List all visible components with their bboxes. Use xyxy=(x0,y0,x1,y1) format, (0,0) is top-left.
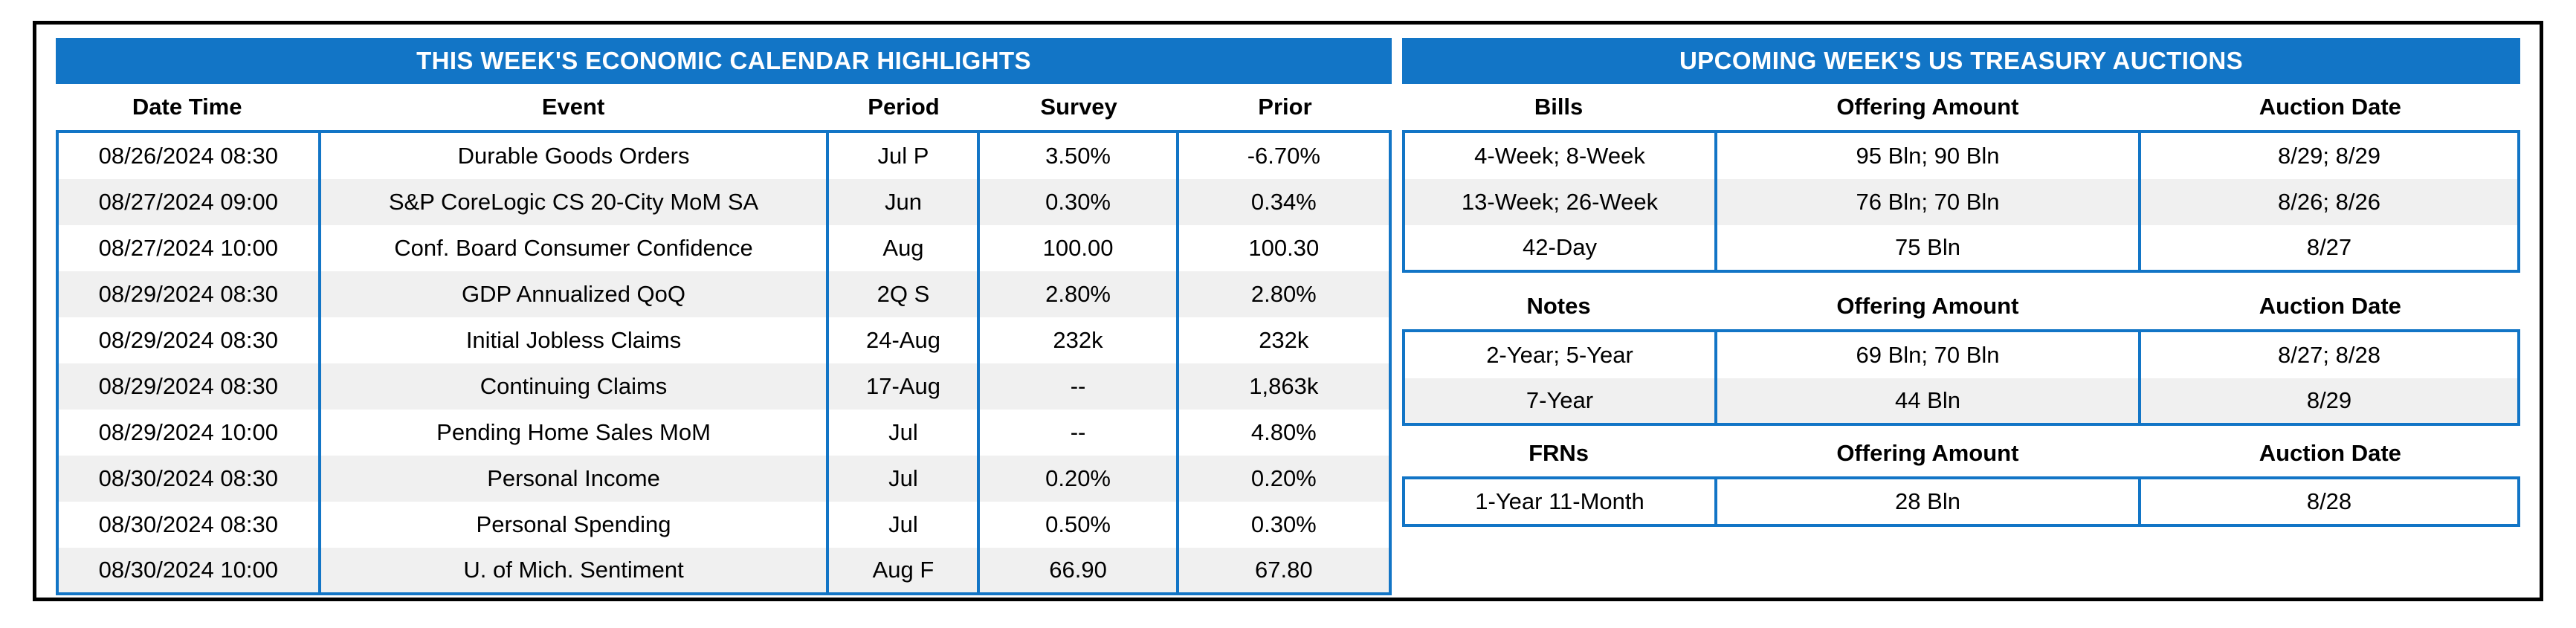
cell-security: 7-Year xyxy=(1404,378,1716,424)
bills-header-table xyxy=(1402,84,2520,133)
column-header-offering-amount: Offering Amount xyxy=(1715,430,2140,478)
table-row xyxy=(1404,378,2519,424)
frns-table xyxy=(1402,479,2520,527)
cell-event: Personal Income xyxy=(320,456,828,502)
cell-event: S&P CoreLogic CS 20-City MoM SA xyxy=(320,179,828,225)
cell-prior: 232k xyxy=(1259,327,1309,353)
cell-offering-amount: 69 Bln; 70 Bln xyxy=(1716,332,2140,378)
cell-auction-date: 8/29; 8/29 xyxy=(2278,143,2380,169)
cell-date-time: 08/30/2024 10:00 xyxy=(57,548,320,594)
cell-event: Durable Goods Orders xyxy=(320,133,828,179)
column-header-frns: FRNs xyxy=(1402,430,1715,478)
table-row xyxy=(1404,225,2519,271)
cell-survey: 232k xyxy=(978,317,1177,363)
cell-offering-amount: 28 Bln xyxy=(1716,479,2140,525)
cell-period: 17-Aug xyxy=(827,363,978,410)
cell-offering-amount: 95 Bln; 90 Bln xyxy=(1716,133,2140,179)
column-header-auction-date: Auction Date xyxy=(2140,430,2520,478)
cell-prior: 100.30 xyxy=(1248,235,1320,261)
cell-survey: 0.20% xyxy=(978,456,1177,502)
notes-table xyxy=(1402,332,2520,426)
economic-calendar-banner: THIS WEEK'S ECONOMIC CALENDAR HIGHLIGHTS xyxy=(56,38,1392,84)
table-header-row xyxy=(56,84,1392,132)
cell-prior: 4.80% xyxy=(1250,419,1317,445)
column-header-offering-amount: Offering Amount xyxy=(1715,283,2140,331)
block-divider xyxy=(1402,273,2520,283)
cell-prior: 0.34% xyxy=(1250,189,1317,215)
cell-period: Jul xyxy=(827,410,978,456)
cell-date-time: 08/30/2024 08:30 xyxy=(57,502,320,548)
column-header-period: Period xyxy=(828,84,979,132)
frns-header-table xyxy=(1402,430,2520,479)
cell-date-time: 08/26/2024 08:30 xyxy=(57,133,320,179)
cell-period: Aug F xyxy=(827,548,978,594)
column-header-date-time: Date Time xyxy=(56,84,318,132)
table-header-row xyxy=(1402,430,2520,478)
content-frame xyxy=(33,21,2543,601)
cell-event: Personal Spending xyxy=(320,502,828,548)
bills-table xyxy=(1402,133,2520,273)
cell-prior: 67.80 xyxy=(1255,557,1313,583)
cell-survey: 0.50% xyxy=(978,502,1177,548)
cell-prior: 0.30% xyxy=(1250,511,1317,537)
table-row xyxy=(57,317,1390,363)
notes-header-table xyxy=(1402,283,2520,332)
cell-offering-amount: 44 Bln xyxy=(1716,378,2140,424)
cell-date-time: 08/27/2024 09:00 xyxy=(57,179,320,225)
column-header-auction-date: Auction Date xyxy=(2140,84,2520,132)
cell-date-time: 08/29/2024 08:30 xyxy=(57,317,320,363)
cell-event: Initial Jobless Claims xyxy=(320,317,828,363)
cell-offering-amount: 76 Bln; 70 Bln xyxy=(1716,179,2140,225)
table-row xyxy=(57,548,1390,594)
cell-security: 1-Year 11-Month xyxy=(1404,479,1716,525)
cell-auction-date: 8/28 xyxy=(2306,488,2352,514)
cell-date-time: 08/29/2024 08:30 xyxy=(57,271,320,317)
economic-calendar-header-table xyxy=(56,84,1392,133)
table-row xyxy=(1404,133,2519,179)
table-header-row xyxy=(1402,84,2520,132)
column-header-bills: Bills xyxy=(1402,84,1715,132)
treasury-auctions-banner: UPCOMING WEEK'S US TREASURY AUCTIONS xyxy=(1402,38,2520,84)
cell-survey: -- xyxy=(978,410,1177,456)
cell-date-time: 08/29/2024 10:00 xyxy=(57,410,320,456)
cell-auction-date: 8/26; 8/26 xyxy=(2278,189,2380,215)
cell-security: 2-Year; 5-Year xyxy=(1404,332,1716,378)
cell-event: U. of Mich. Sentiment xyxy=(320,548,828,594)
cell-date-time: 08/27/2024 10:00 xyxy=(57,225,320,271)
cell-security: 4-Week; 8-Week xyxy=(1404,133,1716,179)
cell-prior: -6.70% xyxy=(1247,143,1320,169)
cell-security: 13-Week; 26-Week xyxy=(1404,179,1716,225)
table-row xyxy=(1404,179,2519,225)
table-row xyxy=(57,225,1390,271)
cell-period: 2Q S xyxy=(827,271,978,317)
cell-event: GDP Annualized QoQ xyxy=(320,271,828,317)
cell-event: Continuing Claims xyxy=(320,363,828,410)
cell-auction-date: 8/27 xyxy=(2306,234,2352,260)
cell-period: Jun xyxy=(827,179,978,225)
cell-prior: 0.20% xyxy=(1250,465,1317,491)
cell-survey: 66.90 xyxy=(978,548,1177,594)
cell-period: Aug xyxy=(827,225,978,271)
cell-security: 42-Day xyxy=(1404,225,1716,271)
cell-auction-date: 8/29 xyxy=(2306,387,2352,413)
economic-calendar-panel xyxy=(56,38,1392,581)
cell-survey: 3.50% xyxy=(978,133,1177,179)
table-row xyxy=(57,363,1390,410)
table-row xyxy=(57,502,1390,548)
table-row xyxy=(57,133,1390,179)
cell-event: Pending Home Sales MoM xyxy=(320,410,828,456)
column-header-offering-amount: Offering Amount xyxy=(1715,84,2140,132)
cell-prior: 2.80% xyxy=(1250,281,1317,307)
cell-survey: 100.00 xyxy=(978,225,1177,271)
cell-offering-amount: 75 Bln xyxy=(1716,225,2140,271)
economic-calendar-table xyxy=(56,133,1392,595)
cell-period: Jul xyxy=(827,502,978,548)
treasury-auctions-panel xyxy=(1402,38,2520,581)
table-row xyxy=(57,179,1390,225)
table-row xyxy=(57,410,1390,456)
cell-prior: 1,863k xyxy=(1249,373,1319,399)
cell-period: 24-Aug xyxy=(827,317,978,363)
cell-period: Jul xyxy=(827,456,978,502)
cell-date-time: 08/30/2024 08:30 xyxy=(57,456,320,502)
table-row xyxy=(57,456,1390,502)
column-header-event: Event xyxy=(318,84,827,132)
table-row xyxy=(57,271,1390,317)
table-row xyxy=(1404,332,2519,378)
table-row xyxy=(1404,479,2519,525)
cell-event: Conf. Board Consumer Confidence xyxy=(320,225,828,271)
column-header-prior: Prior xyxy=(1178,84,1392,132)
column-header-notes: Notes xyxy=(1402,283,1715,331)
cell-survey: 2.80% xyxy=(978,271,1177,317)
cell-date-time: 08/29/2024 08:30 xyxy=(57,363,320,410)
cell-survey: -- xyxy=(978,363,1177,410)
cell-period: Jul P xyxy=(827,133,978,179)
column-header-survey: Survey xyxy=(979,84,1178,132)
cell-auction-date: 8/27; 8/28 xyxy=(2278,342,2380,368)
table-header-row xyxy=(1402,283,2520,331)
column-header-auction-date: Auction Date xyxy=(2140,283,2520,331)
cell-survey: 0.30% xyxy=(978,179,1177,225)
